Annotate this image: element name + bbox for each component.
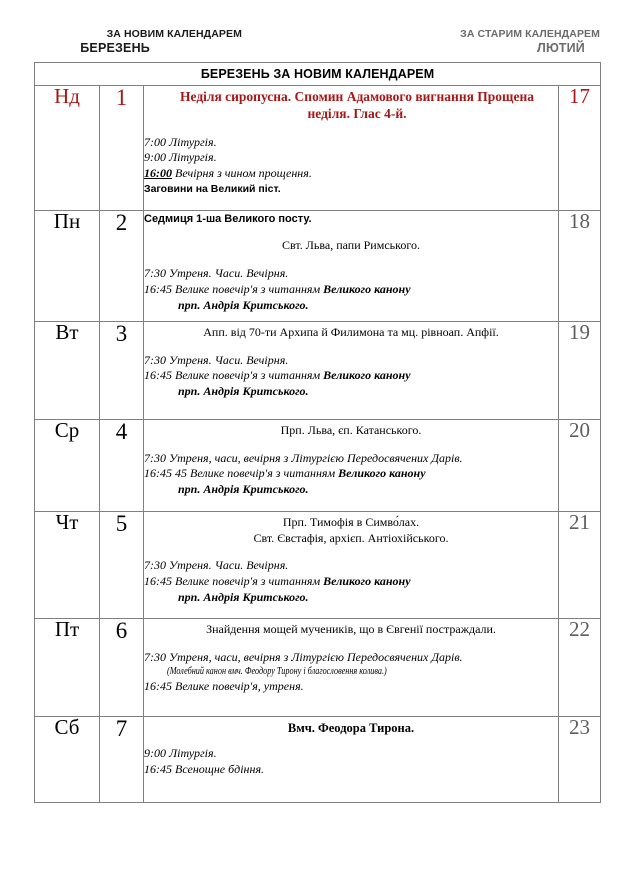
- service-text: 16:45 Велике повечір'я з читанням: [144, 368, 324, 383]
- table-row: [35, 717, 601, 803]
- saints-line: Свт. Євстафія, архієп. Антіохійського.: [253, 530, 449, 545]
- canon-attribution: прп. Андрія Критського.: [178, 384, 309, 399]
- canon-attribution: прп. Андрія Критського.: [178, 589, 309, 604]
- table-row: [35, 322, 601, 420]
- canon-name: Великого канону: [338, 466, 426, 481]
- service-line: 9:00 Літургія.: [144, 746, 217, 761]
- row-olddaynumber: 18: [559, 211, 601, 322]
- week-heading: Седмиця 1-ша Великого посту.: [144, 213, 312, 225]
- row-dayofweek: Сб: [35, 717, 100, 803]
- service-list: [144, 266, 558, 313]
- old-calendar-header: [325, 28, 600, 56]
- saints-line: Апп. від 70-ти Архипа й Филимона та мц. рівноап. Апфії.: [203, 325, 499, 339]
- row-dayofweek: Нд: [35, 86, 100, 211]
- row-daynumber: 6: [100, 619, 144, 717]
- row-daynumber: 7: [100, 717, 144, 803]
- canon-name: Великого канону: [323, 574, 411, 589]
- saints-line: Прп. Тимофія в Симво́лах.: [282, 515, 420, 529]
- row-olddaynumber: 21: [559, 512, 601, 619]
- service-line: 9:00 Літургія.: [144, 150, 217, 165]
- row-content: [144, 211, 559, 322]
- table-row: [35, 211, 601, 322]
- service-list: [144, 135, 558, 197]
- row-olddaynumber: 20: [559, 420, 601, 512]
- service-line: 7:30 Утреня. Часи. Вечірня.: [144, 352, 289, 367]
- row-content: [144, 512, 559, 619]
- service-line: [144, 574, 558, 590]
- row-olddaynumber: 23: [559, 717, 601, 803]
- row-content: [144, 717, 559, 803]
- table-row: [35, 86, 601, 211]
- service-line: [144, 466, 558, 482]
- service-line: 7:30 Утреня, часи, вечірня з Літургією Передосвячених Дарів.: [144, 450, 463, 465]
- row-daynumber: 4: [100, 420, 144, 512]
- row-daynumber: 3: [100, 322, 144, 420]
- service-line: [144, 282, 558, 298]
- service-line: 16:45 Велике повечір'я, утреня.: [144, 678, 304, 693]
- new-calendar-month: БЕРЕЗЕНЬ: [80, 41, 150, 56]
- feast-title: Неділя сиропусна. Спомин Адамового вигнання Прощена неділя. Глас 4-й.: [180, 89, 534, 122]
- new-calendar-header: [0, 28, 300, 56]
- row-olddaynumber: 17: [559, 86, 601, 211]
- service-line: 16:45 Всенощне бдіння.: [144, 762, 265, 777]
- service-time-emphasis: 16:00: [144, 166, 172, 181]
- document-headers: [0, 28, 625, 62]
- service-text: Вечірня з чином прощення.: [172, 166, 312, 181]
- row-dayofweek: Ср: [35, 420, 100, 512]
- calendar-table: [34, 62, 601, 803]
- row-dayofweek: Вт: [35, 322, 100, 420]
- old-calendar-month: ЛЮТИЙ: [537, 41, 585, 56]
- row-olddaynumber: 19: [559, 322, 601, 420]
- canon-name: Великого канону: [323, 368, 411, 383]
- row-daynumber: 1: [100, 86, 144, 211]
- row-daynumber: 2: [100, 211, 144, 322]
- row-content: [144, 420, 559, 512]
- row-dayofweek: Пн: [35, 211, 100, 322]
- service-line: 7:00 Літургія.: [144, 134, 217, 149]
- table-title-row: [35, 63, 601, 86]
- service-line: [144, 368, 558, 384]
- row-content: [144, 619, 559, 717]
- service-list: [144, 650, 558, 695]
- service-list: [144, 558, 558, 605]
- row-daynumber: 5: [100, 512, 144, 619]
- service-line: 7:30 Утреня. Часи. Вечірня.: [144, 558, 289, 573]
- table-title: БЕРЕЗЕНЬ ЗА НОВИМ КАЛЕНДАРЕМ: [35, 63, 601, 86]
- saints-line: Свт. Льва, папи Римського.: [282, 238, 420, 253]
- canon-attribution: прп. Андрія Критського.: [178, 482, 309, 497]
- service-list: [144, 746, 558, 778]
- table-row: [35, 619, 601, 717]
- saints-line: Знайдення мощей мучеників, що в Євгенії постраждали.: [206, 622, 496, 636]
- service-list: [144, 451, 558, 498]
- table-row: [35, 420, 601, 512]
- row-olddaynumber: 22: [559, 619, 601, 717]
- saints-line: Прп. Льва, єп. Катанського.: [280, 423, 422, 437]
- service-line: [144, 166, 558, 182]
- canon-name: Великого канону: [323, 281, 411, 296]
- service-list: [144, 353, 558, 400]
- table-row: [35, 512, 601, 619]
- canon-attribution: прп. Андрія Критського.: [178, 297, 309, 312]
- saints-line: Вмч. Феодора Тирона.: [287, 721, 415, 735]
- service-note: (Молебний канон вмч. Феодору Тирону і благословення колива.): [166, 666, 387, 678]
- service-line: 7:30 Утреня, часи, вечірня з Літургією Передосвячених Дарів.: [144, 649, 463, 664]
- row-content: [144, 86, 559, 211]
- row-dayofweek: Пт: [35, 619, 100, 717]
- service-text: 16:45 Велике повечір'я з читанням: [144, 574, 324, 589]
- service-text: 16:45 45 Велике повечір'я з читанням: [144, 466, 339, 481]
- fast-note: Заговини на Великий піст.: [144, 183, 281, 196]
- row-content: [144, 322, 559, 420]
- old-calendar-label: ЗА СТАРИМ КАЛЕНДАРЕМ: [460, 28, 600, 40]
- new-calendar-label: ЗА НОВИМ КАЛЕНДАРЕМ: [106, 28, 242, 40]
- service-text: 16:45 Велике повечір'я з читанням: [144, 281, 324, 296]
- row-dayofweek: Чт: [35, 512, 100, 619]
- service-line: 7:30 Утреня. Часи. Вечірня.: [144, 265, 289, 280]
